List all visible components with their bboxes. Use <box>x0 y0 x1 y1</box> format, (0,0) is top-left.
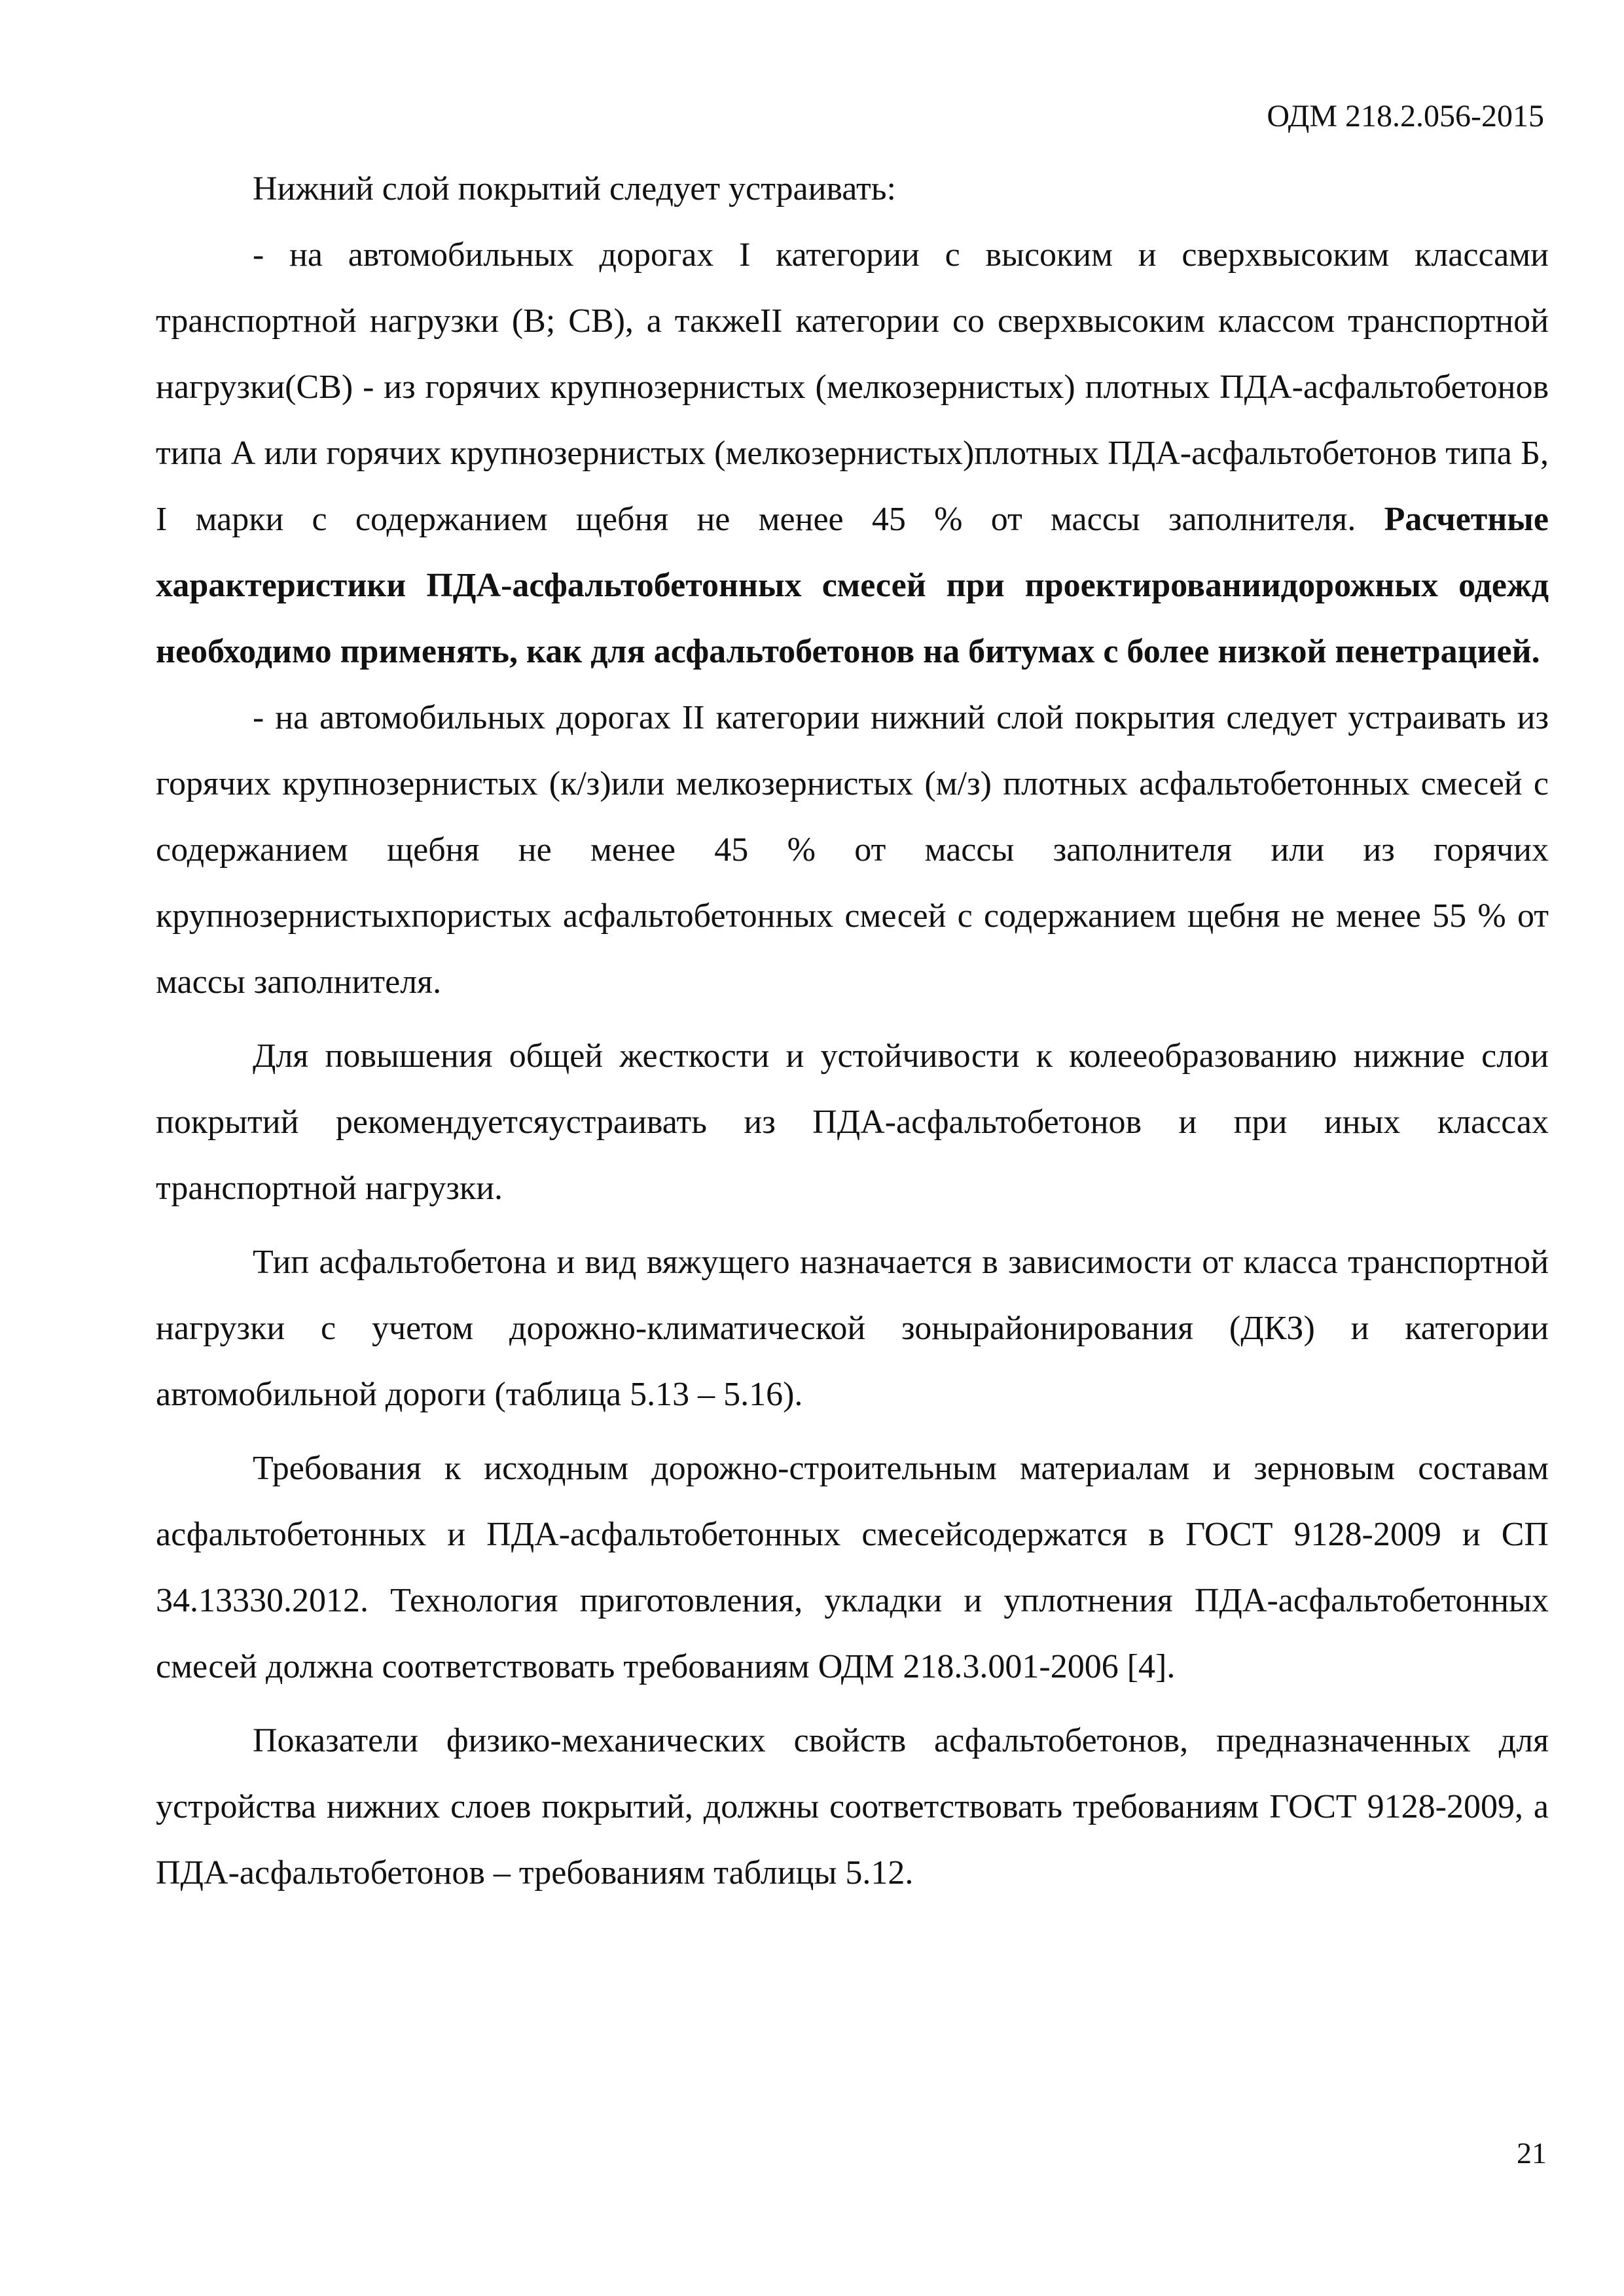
paragraph-category-one <box>156 222 1549 685</box>
paragraph-stiffness: Для повышения общей жесткости и устойчивости к колееобразованию нижние слои покрытий рекомендуетсяустраивать из ПДА-асфальтобетонов и при иных классах транспортной нагрузки. <box>156 1037 1549 1207</box>
paragraph-material-requirements: Требования к исходным дорожно-строительным материалам и зерновым составам асфальтобетонных и ПДА-асфальтобетонных смесейсодержатся в ГОСТ 9128-2009 и СП 34.13330.2012. Технология приготовления, укладки и уплотнения ПДА-асфальтобетонных смесей должна соответствовать требованиям ОДМ 218.3.001-2006 [4]. <box>156 1450 1549 1685</box>
document-code-header: ОДМ 218.2.056-2015 <box>1267 99 1544 134</box>
paragraph-category-one-bold-note: Расчетные характеристики ПДА-асфальтобетонных смесей при проектированиидорожных одежд необходимо применять, как для асфальтобетонов на битумах с более низкой пенетрацией. <box>156 501 1549 670</box>
paragraph-intro: Нижний слой покрытий следует устраивать: <box>253 170 896 207</box>
body-text <box>156 156 1549 1906</box>
page-number: 21 <box>1517 2136 1547 2170</box>
paragraph-category-one-text: - на автомобильных дорогах I категории с высоким и сверхвысоким классами транспортной нагрузки (В; СВ), а такжеII категории со сверхвысоким классом транспортной нагрузки(СВ) - из горячих крупнозернистых (мелкозернистых) плотных ПДА-асфальтобетонов типа А или горячих крупнозернистых (мелкозернистых)плотных ПДА-асфальтобетонов типа Б, I марки с содержанием щебня не менее 45 % от массы заполнителя. <box>156 236 1549 538</box>
paragraph-binder-type: Тип асфальтобетона и вид вяжущего назначается в зависимости от класса транспортной нагрузки с учетом дорожно-климатической зонырайонирования (ДКЗ) и категории автомобильной дороги (таблица 5.13 – 5.16). <box>156 1244 1549 1413</box>
paragraph-category-two: - на автомобильных дорогах II категории нижний слой покрытия следует устраивать из горячих крупнозернистых (к/з)или мелкозернистых (м/з) плотных асфальтобетонных смесей с содержанием щебня не менее 45 % от массы заполнителя или из горячих крупнозернистыхпористых асфальтобетонных смесей с содержанием щебня не менее 55 % от массы заполнителя. <box>156 699 1549 1001</box>
paragraph-physical-properties: Показатели физико-механических свойств асфальтобетонов, предназначенных для устройства нижних слоев покрытий, должны соответствовать требованиям ГОСТ 9128-2009, а ПДА-асфальтобетонов – требованиям таблицы 5.12. <box>156 1722 1549 1892</box>
